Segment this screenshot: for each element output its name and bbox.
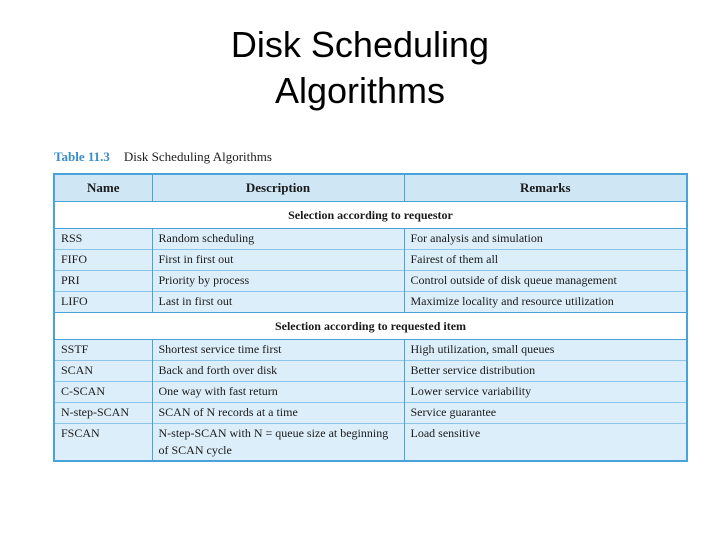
disk-scheduling-table [53,173,688,462]
remarks-cell: Lower service variability [404,382,687,403]
table-row [54,250,687,271]
table-row [54,229,687,250]
description-cell: Shortest service time first [152,340,404,361]
table-row [54,382,687,403]
description-cell: Priority by process [152,271,404,292]
slide-title-line-2: Algorithms [274,70,446,111]
algorithm-name-cell: LIFO [54,292,152,313]
remarks-cell: Service guarantee [404,403,687,424]
table-row [54,340,687,361]
remarks-cell: Maximize locality and resource utilization [404,292,687,313]
algorithm-name-cell: FIFO [54,250,152,271]
description-cell: First in first out [152,250,404,271]
description-cell: SCAN of N records at a time [152,403,404,424]
header-description: Description [152,174,404,202]
remarks-cell: Load sensitive [404,424,687,462]
algorithm-name-cell: SSTF [54,340,152,361]
description-cell: One way with fast return [152,382,404,403]
section-header-row [54,313,687,340]
table-row [54,424,687,462]
remarks-cell: For analysis and simulation [404,229,687,250]
remarks-cell: Fairest of them all [404,250,687,271]
algorithm-name-cell: C-SCAN [54,382,152,403]
description-cell: Random scheduling [152,229,404,250]
algorithm-name-cell: SCAN [54,361,152,382]
algorithm-name-cell: FSCAN [54,424,152,462]
section-title: Selection according to requested item [54,313,687,340]
slide-title [0,22,720,114]
description-cell: Back and forth over disk [152,361,404,382]
table-caption-text: Disk Scheduling Algorithms [123,149,272,164]
table-header-row [54,174,687,202]
algorithm-name-cell: PRI [54,271,152,292]
section-title: Selection according to requestor [54,202,687,229]
table-row [54,271,687,292]
slide-title-line-1: Disk Scheduling [230,24,490,65]
header-remarks: Remarks [404,174,687,202]
table-row [54,292,687,313]
description-cell: N-step-SCAN with N = queue size at beginning of SCAN cycle [152,424,404,462]
remarks-cell: Control outside of disk queue management [404,271,687,292]
remarks-cell: High utilization, small queues [404,340,687,361]
description-cell: Last in first out [152,292,404,313]
remarks-cell: Better service distribution [404,361,687,382]
algorithm-name-cell: N-step-SCAN [54,403,152,424]
table-row [54,361,687,382]
section-header-row [54,202,687,229]
table-row [54,403,687,424]
table-caption [54,149,272,165]
algorithm-name-cell: RSS [54,229,152,250]
table-body [54,202,687,462]
table-caption-number: Table 11.3 [54,149,110,164]
header-name: Name [54,174,152,202]
